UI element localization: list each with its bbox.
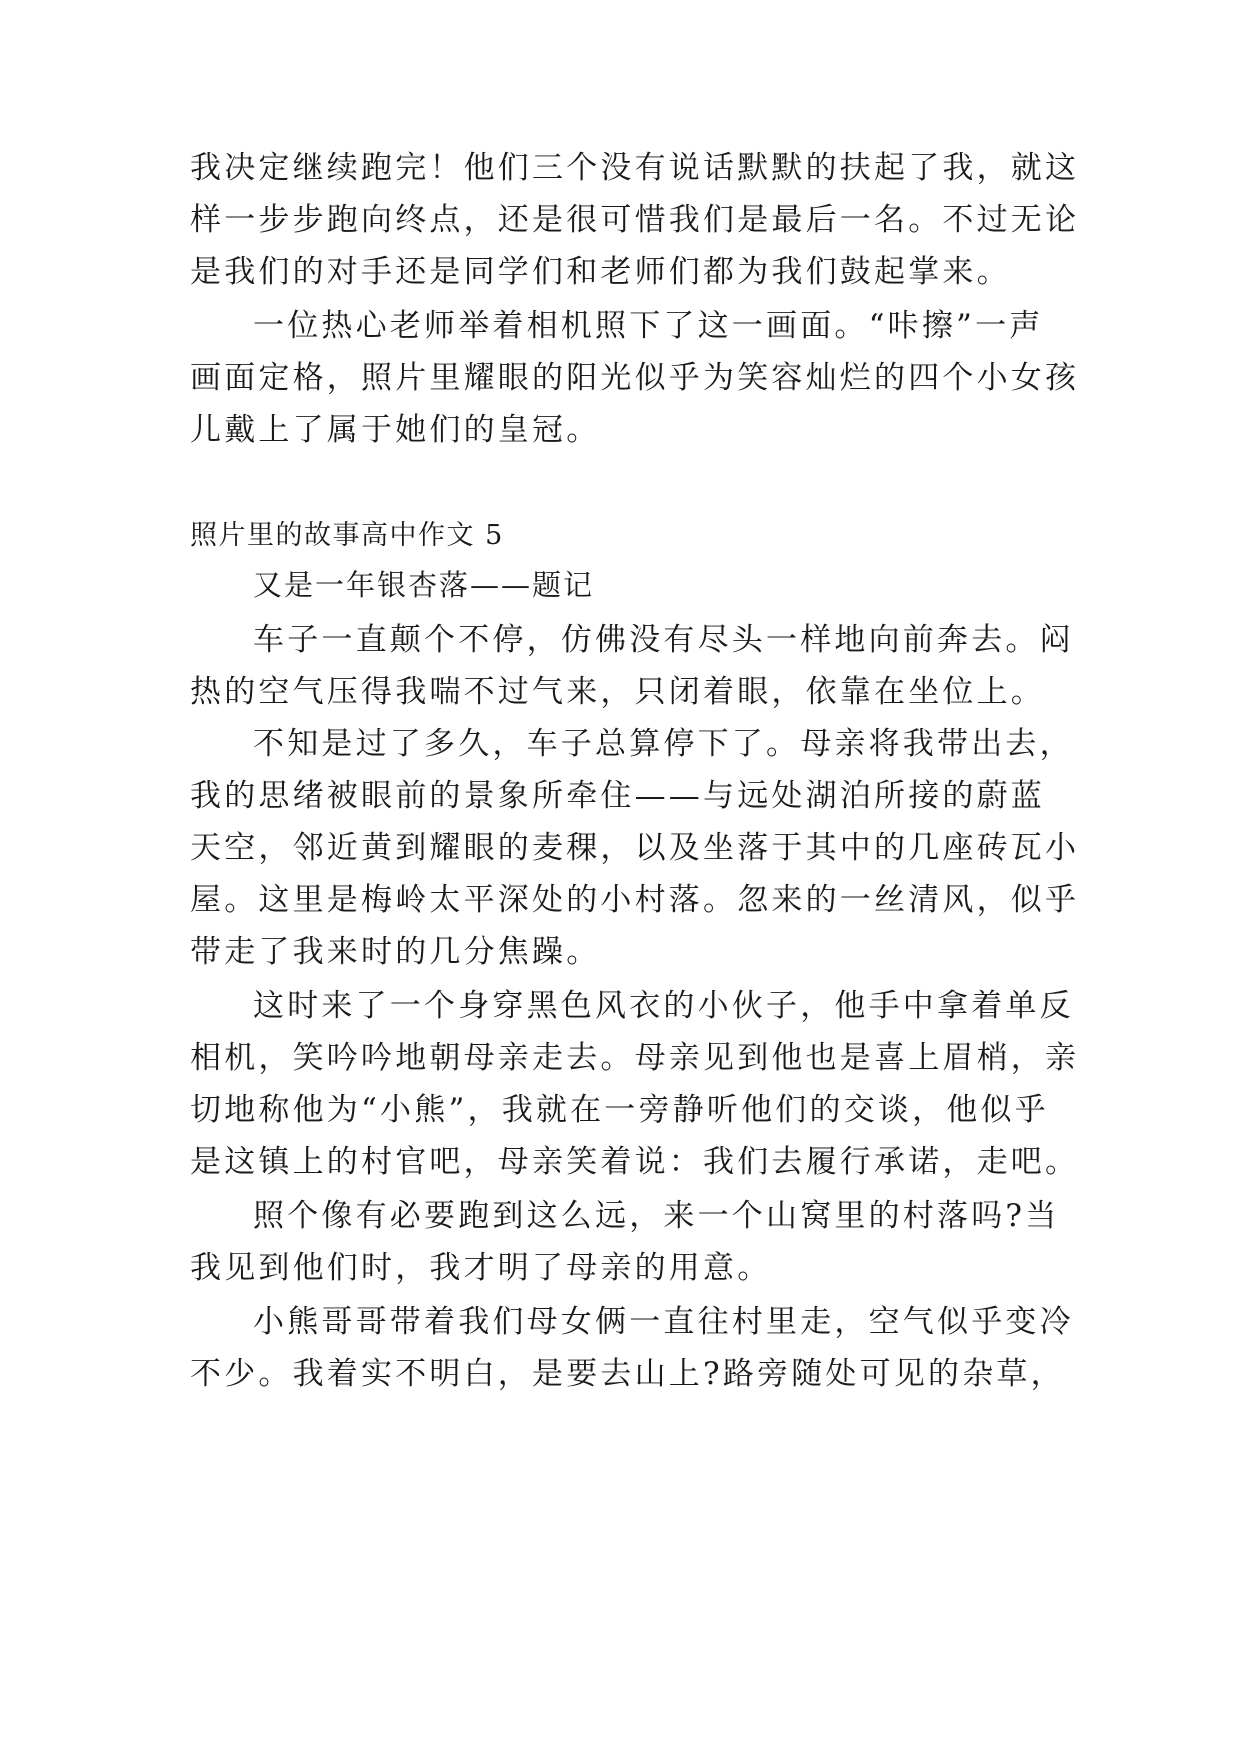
body-text-line: 车子一直颠个不停，仿佛没有尽头一样地向前奔去。闷 (253, 622, 1074, 658)
body-text-line: 样一步步跑向终点，还是很可惜我们是最后一名。不过无论 (190, 202, 1080, 238)
body-text-line: 我见到他们时，我才明了母亲的用意。 (190, 1250, 772, 1286)
body-text-line: 切地称他为“小熊”，我就在一旁静听他们的交谈，他似乎 (190, 1092, 1049, 1128)
body-text-line: 热的空气压得我喘不过气来，只闭着眼，依靠在坐位上。 (190, 674, 1045, 710)
body-text-line: 我的思绪被眼前的景象所牵住——与远处湖泊所接的蔚蓝 (190, 778, 1045, 814)
body-text-line: 是这镇上的村官吧，母亲笑着说：我们去履行承诺，走吧。 (190, 1144, 1080, 1180)
body-text-line: 不知是过了多久，车子总算停下了。母亲将我带出去， (253, 726, 1074, 762)
body-text-line: 照个像有必要跑到这么远，来一个山窝里的村落吗?当 (253, 1198, 1060, 1234)
body-text-line: 一位热心老师举着相机照下了这一画面。“咔擦”一声 (253, 308, 1044, 344)
body-text-line: 我决定继续跑完！他们三个没有说话默默的扶起了我，就这 (190, 150, 1080, 186)
body-text-line: 相机，笑吟吟地朝母亲走去。母亲见到他也是喜上眉梢，亲 (190, 1040, 1080, 1076)
body-text-line: 小熊哥哥带着我们母女俩一直往村里走，空气似乎变冷 (253, 1304, 1074, 1340)
body-text-line: 屋。这里是梅岭太平深处的小村落。忽来的一丝清风，似乎 (190, 882, 1080, 918)
body-text-line: 儿戴上了属于她们的皇冠。 (190, 412, 601, 448)
body-text-line: 是我们的对手还是同学们和老师们都为我们鼓起掌来。 (190, 254, 1011, 290)
epigraph: 又是一年银杏落——题记 (253, 568, 595, 602)
body-text-line: 带走了我来时的几分焦躁。 (190, 934, 601, 970)
body-text-line: 这时来了一个身穿黑色风衣的小伙子，他手中拿着单反 (253, 988, 1074, 1024)
body-text-line: 天空，邻近黄到耀眼的麦稞，以及坐落于其中的几座砖瓦小 (190, 830, 1080, 866)
body-text-line: 画面定格，照片里耀眼的阳光似乎为笑容灿烂的四个小女孩 (190, 360, 1080, 396)
essay-title: 照片里的故事高中作文 5 (190, 520, 504, 551)
body-text-line: 不少。我着实不明白，是要去山上?路旁随处可见的杂草， (190, 1356, 1065, 1392)
